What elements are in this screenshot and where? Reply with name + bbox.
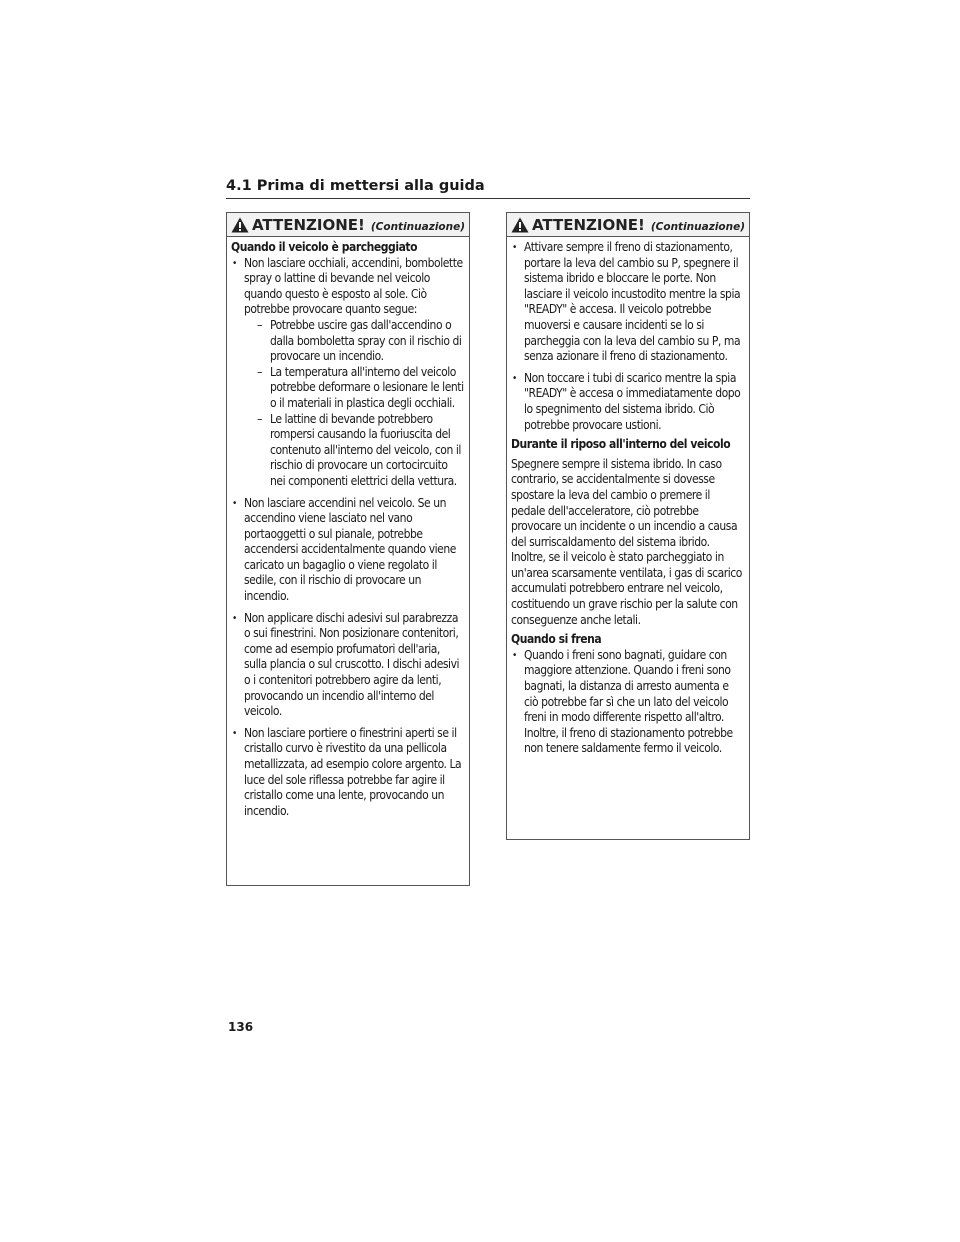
bullet-item: • Attivare sempre il freno di stazionamento, portare la leva del cambio su P, spegnere il sistema ibrido e bloccare le porte. Non lasciare il veicolo incustodito mentre la spia "READY" è accesa. Il veicolo potrebbe muoversi e causare incidenti se lo si parcheggia con la leva del cambio su P, ma senza azionare il freno di stazionamento. (511, 240, 745, 365)
sub-item: – La temperatura all'interno del veicolo potrebbe deformare o lesionare le lenti o il materiali in plastica degli occhiali. (244, 365, 465, 412)
warning-title: ATTENZIONE! (251, 216, 365, 234)
page-number: 136 (228, 1020, 254, 1034)
subheading: Quando il veicolo è parcheggiato (231, 240, 418, 254)
paragraph: Spegnere sempre il sistema ibrido. In caso contrario, se accidentalmente si dovesse spostare la leva del cambio o premere il pedale dell'acceleratore, ciò potrebbe provocare un incidente o un incendio a causa del surriscaldamento del sistema ibrido. Inoltre, se il veicolo è stato parcheggiato in un'area scarsamente ventilata, i gas di scarico accumulati potrebbero entrare nel veicolo, costituendo un grave rischio per la salute con conseguenze anche letali. (511, 456, 742, 627)
warning-body (507, 237, 749, 757)
warning-box-right (506, 212, 750, 840)
warning-continued: (Continuazione) (370, 221, 466, 233)
subheading: Quando si frena (511, 632, 602, 647)
warning-body (227, 237, 469, 819)
warning-header (507, 213, 749, 237)
bullet-item (231, 256, 465, 490)
bullet-item: • Non lasciare portiere o finestrini aperti se il cristallo curvo è rivestito da una pellicola metallizzata, ad esempio colore argento. La luce del sole riflessa potrebbe far agire il cristallo come una lente, provocando un incendio. (231, 726, 465, 820)
sub-item: – Potrebbe uscire gas dall'accendino o dalla bomboletta spray con il rischio di provocare un incendio. (244, 318, 465, 365)
warning-triangle-icon (511, 217, 529, 233)
bullet-text: Non lasciare occhiali, accendini, bombolette spray o lattine di bevande nel veicolo quando questo è esposto al sole. Ciò potrebbe provocare quanto segue: (244, 255, 463, 317)
warning-continued: (Continuazione) (650, 221, 746, 233)
subheading: Durante il riposo all'interno del veicolo (511, 437, 731, 452)
warning-box-left (226, 212, 470, 886)
warning-title: ATTENZIONE! (531, 216, 645, 234)
bullet-item: • Non toccare i tubi di scarico mentre la spia "READY" è accesa o immediatamente dopo lo spegnimento del sistema ibrido. Ciò potrebbe provocare ustioni. (511, 371, 745, 433)
bullet-item: • Non applicare dischi adesivi sul parabrezza o sui finestrini. Non posizionare contenitori, come ad esempio profumatori dell'aria, sulla plancia o sul cruscotto. I dischi adesivi o i contenitori potrebbero agire da lenti, provocando un incendio all'interno del veicolo. (231, 611, 465, 720)
sub-item: – Le lattine di bevande potrebbero rompersi causando la fuoriuscita del contenuto all'interno del veicolo, con il rischio di provocare un cortocircuito nei componenti elettrici della vettura. (244, 412, 465, 490)
warning-header (227, 213, 469, 237)
section-header: 4.1 Prima di mettersi alla guida (226, 178, 750, 199)
bullet-item: • Non lasciare accendini nel veicolo. Se un accendino viene lasciato nel vano portaoggetti o sul pianale, potrebbe accendersi accidentalmente quando viene caricato un bagaglio o viene regolato il sedile, con il rischio di provocare un incendio. (231, 496, 465, 605)
warning-triangle-icon (231, 217, 249, 233)
bullet-item: • Quando i freni sono bagnati, guidare con maggiore attenzione. Quando i freni sono bagnati, la distanza di arresto aumenta e ciò potrebbe far sì che un lato del veicolo freni in modo differente rispetto all'altro. Inoltre, il freno di stazionamento potrebbe non tenere saldamente fermo il veicolo. (511, 648, 745, 757)
